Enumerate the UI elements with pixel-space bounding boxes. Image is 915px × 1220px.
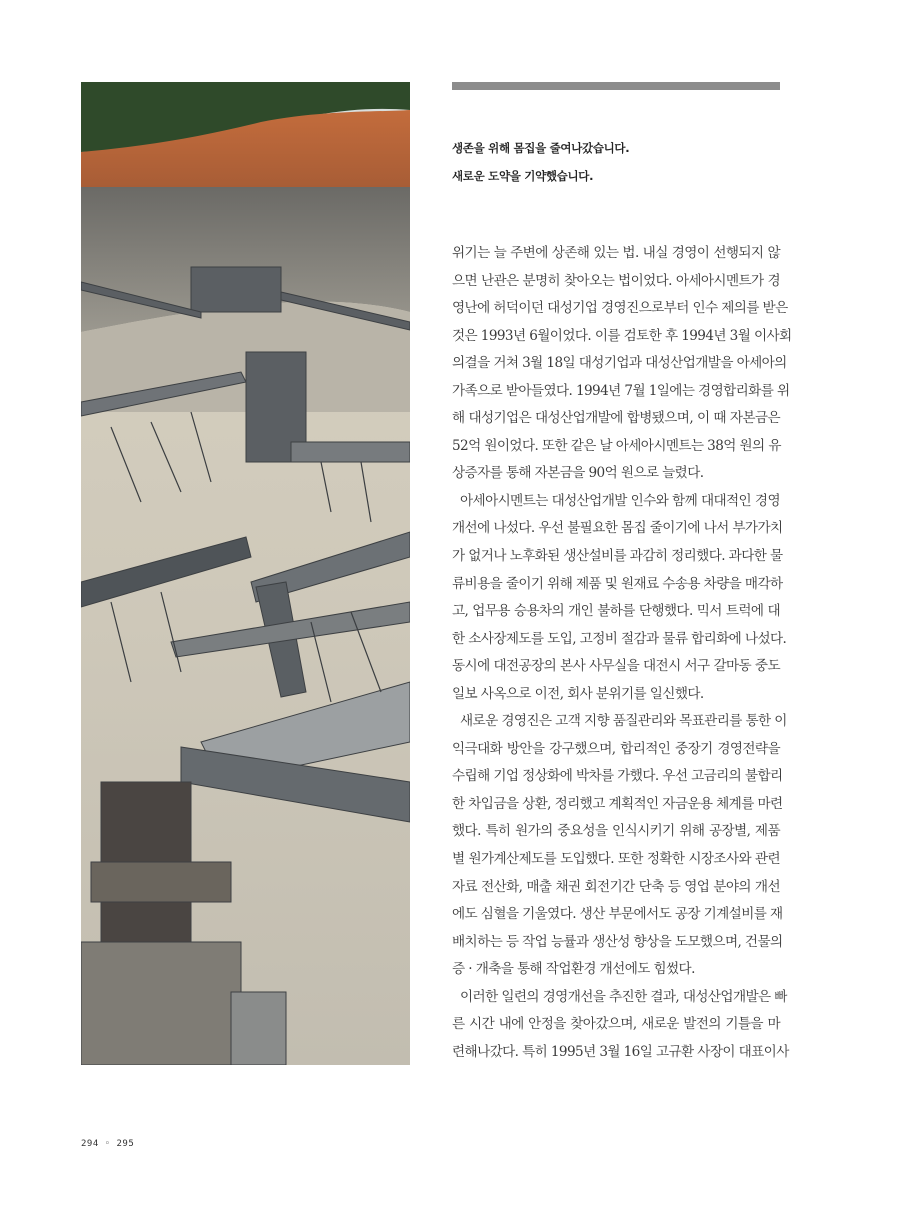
- text-line: 가 없거나 노후화된 생산설비를 과감히 정리했다. 과다한 물: [452, 548, 783, 565]
- paragraph: [452, 708, 787, 983]
- text-line: 에도 심혈을 기울였다. 생산 부문에서도 공장 기계설비를 재: [452, 906, 783, 923]
- quarry-photo: [81, 82, 410, 1065]
- text-line: 동시에 대전공장의 본사 사무실을 대전시 서구 갈마동 중도: [452, 658, 780, 675]
- heading-line: 새로운 도약을 기약했습니다.: [452, 169, 594, 183]
- text-line: 52억 원이었다. 또한 같은 날 아세아시멘트는 38억 원의 유: [452, 437, 781, 454]
- text-line: 이러한 일련의 경영개선을 추진한 결과, 대성산업개발은 빠: [460, 988, 787, 1005]
- text-line: 개선에 나섰다. 우선 불필요한 몸집 줄이기에 나서 부가가치: [452, 520, 783, 537]
- paragraph: [452, 488, 787, 708]
- text-line: 했다. 특히 원가의 중요성을 인식시키기 위해 공장별, 제품: [452, 823, 780, 840]
- text-line: 한 차입금을 상환, 정리했고 계획적인 자금운용 체계를 마련: [452, 795, 783, 812]
- body-text: [452, 240, 792, 1066]
- heading-line: 생존을 위해 몸집을 줄여나갔습니다.: [452, 141, 630, 155]
- text-line: 의결을 거쳐 3월 18일 대성기업과 대성산업개발을 아세아의: [452, 355, 787, 372]
- section-headings: [452, 134, 792, 190]
- text-line: 한 소사장제도를 도입, 고정비 절감과 물류 합리화에 나섰다.: [452, 630, 787, 647]
- quarry-photo-illustration: [81, 82, 410, 1065]
- text-line: 배치하는 등 작업 능률과 생산성 향상을 도모했으며, 건물의: [452, 933, 783, 950]
- text-line: 일보 사옥으로 이전, 회사 분위기를 일신했다.: [452, 685, 704, 702]
- text-line: 자료 전산화, 매출 채권 회전기간 단축 등 영업 분야의 개선: [452, 878, 780, 895]
- text-line: 별 원가계산제도를 도입했다. 또한 정확한 시장조사와 관련: [452, 851, 780, 868]
- paragraph: [452, 240, 792, 488]
- text-line: 고, 업무용 승용차의 개인 불하를 단행했다. 믹서 트럭에 대: [452, 603, 780, 620]
- text-line: 아세아시멘트는 대성산업개발 인수와 함께 대대적인 경영: [460, 492, 780, 509]
- text-line: 익극대화 방안을 강구했으며, 합리적인 중장기 경영전략을: [452, 740, 780, 757]
- accent-bar: [452, 82, 780, 90]
- text-line: 상증자를 통해 자본금을 90억 원으로 늘렸다.: [452, 465, 704, 482]
- text-line: 류비용을 줄이기 위해 제품 및 원재료 수송용 차량을 매각하: [452, 575, 783, 592]
- text-line: 영난에 허덕이던 대성기업 경영진으로부터 인수 제의를 받은: [452, 300, 788, 317]
- text-line: 것은 1993년 6월이었다. 이를 검토한 후 1994년 3월 이사회: [452, 327, 792, 344]
- text-line: 른 시간 내에 안정을 찾아갔으며, 새로운 발전의 기틀을 마: [452, 1016, 780, 1033]
- paragraph: [452, 984, 789, 1067]
- text-line: 수립해 기업 정상화에 박차를 가했다. 우선 고금리의 불합리: [452, 768, 783, 785]
- text-line: 련해나갔다. 특히 1995년 3월 16일 고규환 사장이 대표이사: [452, 1043, 789, 1060]
- text-line: 위기는 늘 주변에 상존해 있는 법. 내실 경영이 선행되지 않: [452, 245, 780, 261]
- text-line: 가족으로 받아들였다. 1994년 7월 1일에는 경영합리화를 위: [452, 382, 790, 399]
- text-line: 새로운 경영진은 고객 지향 품질관리와 목표관리를 통한 이: [460, 713, 787, 730]
- text-line: 증 · 개축을 통해 작업환경 개선에도 힘썼다.: [452, 961, 695, 978]
- text-line: 으면 난관은 분명히 찾아오는 법이었다. 아세아시멘트가 경: [452, 272, 780, 289]
- page-numbers: 294 ◦ 295: [81, 1139, 135, 1149]
- text-line: 해 대성기업은 대성산업개발에 합병됐으며, 이 때 자본금은: [452, 410, 780, 427]
